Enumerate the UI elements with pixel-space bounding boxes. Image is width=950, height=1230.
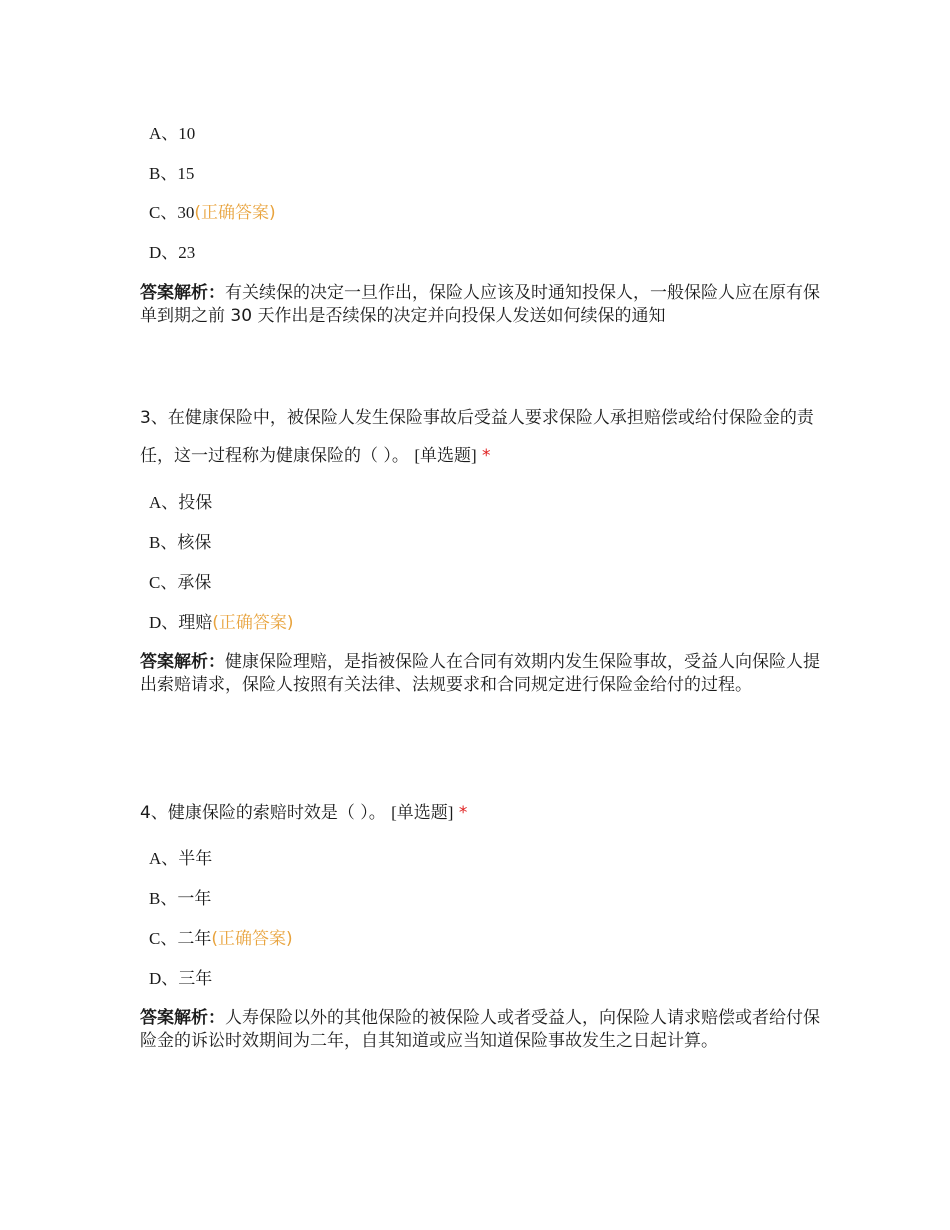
analysis-label: 答案解析： [140,1008,225,1028]
required-mark: * [458,803,468,823]
option-text: 半年 [178,849,213,869]
option-text: 承保 [177,573,212,593]
q3-option-d [149,612,294,634]
option-letter: C、 [149,203,178,222]
q2-option-b [149,163,194,185]
correct-answer-tag: (正确答案) [212,613,294,633]
q2-option-d [149,242,195,264]
required-mark: * [482,446,491,466]
q4-analysis [140,1007,820,1053]
q3-question [140,400,820,475]
q4-option-d [149,968,212,990]
option-text: 投保 [178,493,213,513]
option-text: 三年 [178,969,213,989]
q4-option-a [149,848,212,870]
option-letter: A、 [149,124,179,143]
analysis-text: 健康保险理赔，是指被保险人在合同有效期内发生保险事故，受益人向保险人提出索赔请求，保险人按照有关法律、法规要求和合同规定进行保险金给付的过程。 [140,652,820,695]
q3-option-c [149,572,211,594]
option-letter: B、 [149,164,178,183]
analysis-label: 答案解析： [140,283,225,303]
q3-analysis [140,651,820,697]
q4-option-c [149,928,293,950]
question-text: 4、健康保险的索赔时效是（ ）。 [140,803,386,823]
option-letter: C、 [149,929,178,948]
analysis-text: 有关续保的决定一旦作出，保险人应该及时通知投保人，一般保险人应在原有保单到期之前 30 天作出是否续保的决定并向投保人发送如何续保的通知 [140,283,820,326]
option-text: 二年 [177,929,212,949]
option-letter: D、 [149,613,179,632]
question-type-tag: [单选题] [414,446,477,465]
q4-question [140,794,820,832]
option-text: 10 [178,124,196,143]
option-text: 30 [177,203,195,222]
option-text: 一年 [177,889,212,909]
question-text: 3、在健康保险中，被保险人发生保险事故后受益人要求保险人承担赔偿或给付保险金的责任，这一过程称为健康保险的（ ）。 [140,408,814,466]
option-letter: C、 [149,573,178,592]
correct-answer-tag: (正确答案) [211,929,293,949]
option-text: 核保 [177,533,212,553]
option-letter: D、 [149,969,179,988]
option-text: 15 [177,164,195,183]
q2-analysis [140,282,820,328]
option-text: 23 [178,243,196,262]
option-text: 理赔 [178,613,213,633]
q3-option-b [149,532,211,554]
question-type-tag: [单选题] [391,803,454,822]
q2-option-a [149,123,195,145]
q4-option-b [149,888,211,910]
option-letter: A、 [149,493,179,512]
q3-option-a [149,492,212,514]
option-letter: B、 [149,889,178,908]
analysis-label: 答案解析： [140,652,225,672]
correct-answer-tag: (正确答案) [194,203,276,223]
analysis-text: 人寿保险以外的其他保险的被保险人或者受益人，向保险人请求赔偿或者给付保险金的诉讼时效期间为二年，自其知道或应当知道保险事故发生之日起计算。 [140,1008,820,1051]
option-letter: D、 [149,243,179,262]
q2-option-c [149,202,276,224]
option-letter: A、 [149,849,179,868]
option-letter: B、 [149,533,178,552]
